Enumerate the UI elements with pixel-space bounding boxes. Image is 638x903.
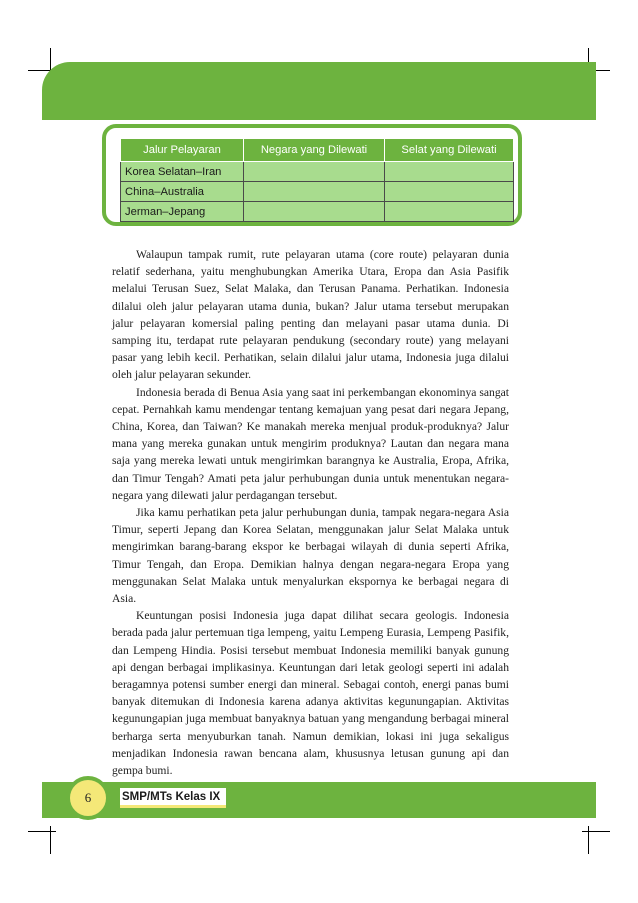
header-band — [42, 62, 596, 120]
paragraph: Indonesia berada di Benua Asia yang saat ini perkembangan ekonominya sangat cepat. Pernahkah kamu mendengar tentang kemajuan yang pesat dari negara Jepang, China, Korea, dan Taiwan? Ke manakah mereka menjual produk-produknya? Jalur mana yang mereka gunakan untuk mengirim produknya? Lautan dan negara mana saja yang mereka lewati untuk mengirimkan barangnya ke Australia, Eropa, Afrika, dan Timur Tengah? Amati peta jalur perhubungan dunia untuk menentukan negara-negara yang dilewati jalur perdagangan tersebut. — [112, 385, 509, 502]
crop-mark — [50, 826, 51, 854]
crop-mark — [588, 826, 589, 854]
table-row — [121, 202, 514, 222]
straits-cell — [385, 182, 514, 202]
straits-cell — [385, 162, 514, 182]
route-cell: Korea Selatan–Iran — [121, 162, 244, 182]
table-row — [121, 182, 514, 202]
countries-cell — [244, 202, 385, 222]
book-label: SMP/MTs Kelas IX — [120, 788, 226, 808]
paragraph: Walaupun tampak rumit, rute pelayaran utama (core route) pelayaran dunia relatif sederhana, yaitu menghubungkan Amerika Utara, Eropa dan Asia Pasifik melalui Terusan Suez, Selat Malaka, dan Terusan Panama. Perhatikan. Indonesia dilalui oleh jalur pelayaran utama dunia, bukan? Jalur utama tersebut merupakan jalur pelayaran komersial paling penting dan melayani pasar utama dunia. Di samping itu, terdapat rute pelayaran pendukung (secondary route) yang melayani pasar yang lebih kecil. Perhatikan, selain dilalui jalur utama, Indonesia juga dilalui oleh jalur pelayaran sekunder. — [112, 248, 509, 382]
crop-mark — [582, 831, 610, 832]
paragraph: Jika kamu perhatikan peta jalur perhubungan dunia, tampak negara-negara Asia Timur, seperti Jepang dan Korea Selatan, menggunakan jalur Selat Malaka untuk mengirimkan barang-barang ekspor ke berbagai wilayah di dunia seperti Afrika, Timur Tengah, dan Eropa. Demikian halnya dengan negara-negara Eropa yang menggunakan Selat Malaka untuk menyalurkan ekspornya ke berbagai negara di Asia. — [112, 506, 509, 606]
countries-cell — [244, 162, 385, 182]
column-header: Negara yang Dilewati — [244, 139, 385, 162]
body-text — [112, 246, 509, 779]
table-header-row — [121, 139, 514, 162]
table-frame — [102, 124, 522, 226]
page-number: 6 — [66, 776, 110, 820]
column-header: Selat yang Dilewati — [385, 139, 514, 162]
paragraph: Keuntungan posisi Indonesia juga dapat dilihat secara geologis. Indonesia berada pada jalur pertemuan tiga lempeng, yaitu Lempeng Eurasia, Lempeng Pasifik, dan Lempeng Hindia. Posisi tersebut membuat Indonesia memiliki banyak gunung api dengan berbagai implikasinya. Keuntungan dari letak geologi seperti ini adalah beragamnya potensi sumber energi dan mineral. Sebagai contoh, energi panas bumi banyak ditemukan di Indonesia karena adanya aktivitas kegunungapian. Aktivitas kegunungapian juga membuat banyaknya batuan yang mengandung berbagai mineral berharga serta menyuburkan tanah. Namun demikian, lokasi ini juga sekaligus menjadikan Indonesia rawan bencana alam, khususnya letusan gunung api dan gempa bumi. — [112, 609, 509, 778]
countries-cell — [244, 182, 385, 202]
table-row — [121, 162, 514, 182]
crop-mark — [28, 831, 56, 832]
shipping-route-table — [120, 138, 514, 222]
route-cell: Jerman–Jepang — [121, 202, 244, 222]
straits-cell — [385, 202, 514, 222]
column-header: Jalur Pelayaran — [121, 139, 244, 162]
route-cell: China–Australia — [121, 182, 244, 202]
